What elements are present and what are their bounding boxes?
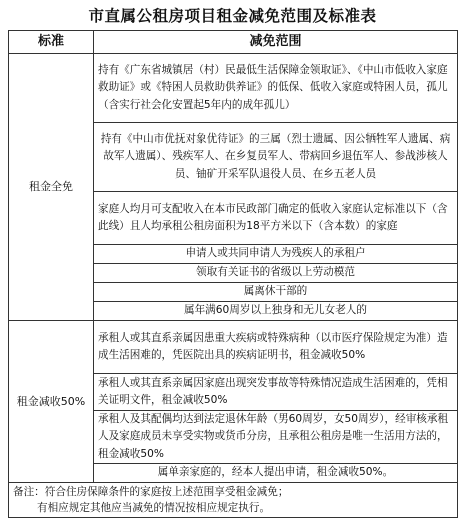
scope-cell: 持有《中山市优抚对象优待证》的三属（烈士遗属、因公牺牲军人遗属、病故军人遗属）、残疾军人、在乡复员军人、带病回乡退伍军人、参战涉核人员、铀矿开采军队退役人员、在乡五老人员 — [94, 123, 458, 192]
scope-cell: 属年满60周岁以上独身和无儿女老人的 — [94, 302, 458, 321]
note-line-1: 备注：符合住房保障条件的家庭按上述范围享受租金减免； — [13, 486, 289, 498]
document-title: 市直属公租房项目租金减免范围及标准表 — [88, 7, 377, 25]
scope-cell: 领取有关证书的省级以上劳动模范 — [94, 264, 458, 283]
scope-cell: 承租人或其直系亲属因家庭出现突发事故等特殊情况造成生活困难的，凭相关证明文件，租金减收50% — [94, 374, 458, 411]
rent-reduction-table — [8, 30, 458, 518]
note-row — [9, 483, 458, 518]
header-scope: 减免范围 — [94, 31, 458, 54]
scope-cell: 持有《广东省城镇居（村）民最低生活保障金领取证》、《中山市低收入家庭救助证》或《特困人员救助供养证》的低保、低收入家庭或特困人员，孤儿（含实行社会化安置起5年内的成年孤儿） — [94, 54, 458, 123]
note-line-2: 有相应规定其他应当减免的情况按相应规定执行。 — [37, 502, 271, 514]
scope-cell: 属单亲家庭的，经本人提出申请，租金减收50%。 — [94, 464, 458, 483]
header-standard: 标准 — [9, 31, 94, 54]
scope-cell: 属离休干部的 — [94, 283, 458, 302]
scope-cell: 申请人或共同申请人为残疾人的承租户 — [94, 245, 458, 264]
scope-cell: 承租人或其直系亲属因患重大疾病或特殊病种（以市医疗保险规定为准）造成生活困难的，凭医院出具的疾病证明书，租金减收50% — [94, 321, 458, 374]
standard-full-exemption: 租金全免 — [9, 54, 94, 321]
note-cell — [9, 483, 458, 518]
standard-half-reduction: 租金减收50% — [9, 321, 94, 483]
scope-cell: 家庭人均月可支配收入在本市民政部门确定的低收入家庭认定标准以下（含此线）且人均承租公租房面积为18平方米以下（含本数）的家庭 — [94, 192, 458, 245]
table-row — [9, 321, 458, 374]
header-row — [9, 31, 458, 54]
scope-cell: 承租人及其配偶均达到法定退休年龄（男60周岁，女50周岁），经审核承租人及家庭成员未享受实物或货币分房，且承租公租房是唯一生活用方法的，租金减收50% — [94, 411, 458, 464]
table-row — [9, 54, 458, 123]
